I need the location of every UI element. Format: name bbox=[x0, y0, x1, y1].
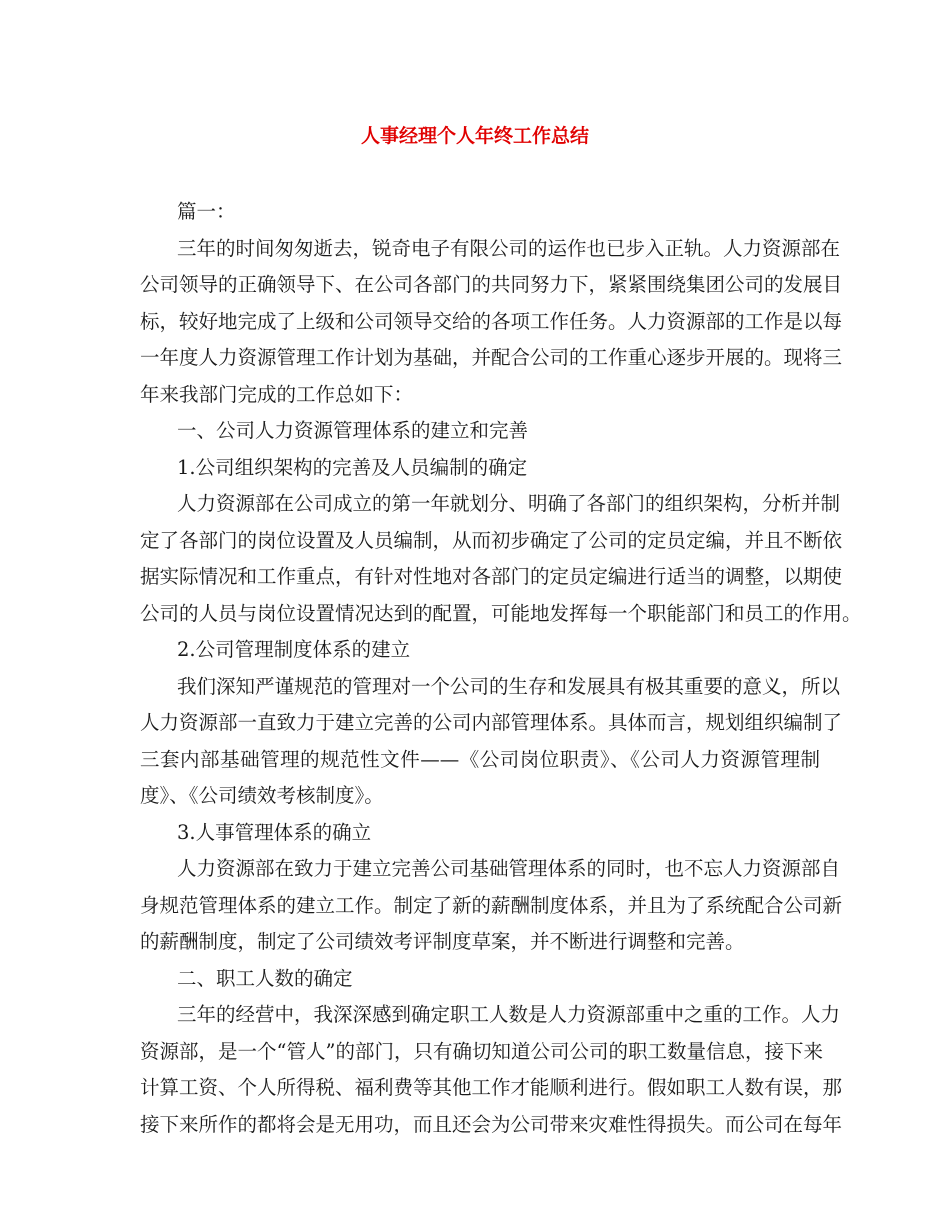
text-line: 三年的时间匆匆逝去，锐奇电子有限公司的运作也已步入正轨。人力资源部在 bbox=[177, 236, 841, 260]
text-line: 一、公司人力资源管理体系的建立和完善 bbox=[177, 419, 529, 442]
text-line: 二、职工人数的确定 bbox=[177, 966, 353, 990]
text-line: 据实际情况和工作重点，有针对性地对各部门的定员定编进行适当的调整，以期使 bbox=[140, 565, 843, 588]
text-line: 接下来所作的都将会是无用功，而且还会为公司带来灾难性得损失。而公司在每年 bbox=[140, 1112, 843, 1136]
document-title: 人事经理个人年终工作总结 bbox=[360, 125, 589, 147]
text-line: 三年的经营中，我深深感到确定职工人数是人力资源部重中之重的工作。人力 bbox=[177, 1003, 841, 1026]
text-line: 我们深知严谨规范的管理对一个公司的生存和发展具有极其重要的意义，所以 bbox=[177, 674, 841, 698]
text-line: 的薪酬制度，制定了公司绩效考评制度草案，并不断进行调整和完善。 bbox=[140, 930, 745, 953]
text-line: 2.公司管理制度体系的建立 bbox=[177, 638, 411, 661]
text-line: 人力资源部一直致力于建立完善的公司内部管理体系。具体而言，规划组织编制了 bbox=[140, 711, 843, 734]
text-line: 篇一： bbox=[177, 200, 236, 223]
text-line: 资源部，是一个“管人”的部门，只有确切知道公司公司的职工数量信息，接下来 bbox=[140, 1039, 823, 1063]
text-line: 公司领导的正确领导下、在公司各部门的共同努力下，紧紧围绕集团公司的发展目 bbox=[140, 273, 843, 296]
text-line: 度》、《公司绩效考核制度》。 bbox=[140, 784, 384, 807]
text-line: 定了各部门的岗位设置及人员编制，从而初步确定了公司的定员定编，并且不断依 bbox=[140, 528, 843, 552]
text-line: 人力资源部在致力于建立完善公司基础管理体系的同时，也不忘人力资源部自 bbox=[177, 857, 841, 880]
text-line: 身规范管理体系的建立工作。制定了新的薪酬制度体系，并且为了系统配合公司新 bbox=[140, 893, 843, 917]
document-body bbox=[140, 194, 862, 1143]
text-line: 三套内部基础管理的规范性文件——《公司岗位职责》、《公司人力资源管理制 bbox=[140, 747, 820, 771]
text-line: 3.人事管理体系的确立 bbox=[177, 820, 372, 844]
text-line: 计算工资、个人所得税、福利费等其他工作才能顺利进行。假如职工人数有误，那 bbox=[140, 1076, 843, 1099]
text-line: 标，较好地完成了上级和公司领导交给的各项工作任务。人力资源部的工作是以每 bbox=[140, 309, 843, 333]
text-line: 人力资源部在公司成立的第一年就划分、明确了各部门的组织架构，分析并制 bbox=[177, 492, 841, 515]
text-line: 1.公司组织架构的完善及人员编制的确定 bbox=[177, 455, 528, 479]
text-line: 公司的人员与岗位设置情况达到的配置，可能地发挥每一个职能部门和员工的作用。 bbox=[140, 601, 862, 625]
text-line: 一年度人力资源管理工作计划为基础，并配合公司的工作重心逐步开展的。现将三 bbox=[140, 346, 843, 369]
text-line: 年来我部门完成的工作总如下： bbox=[140, 382, 414, 406]
